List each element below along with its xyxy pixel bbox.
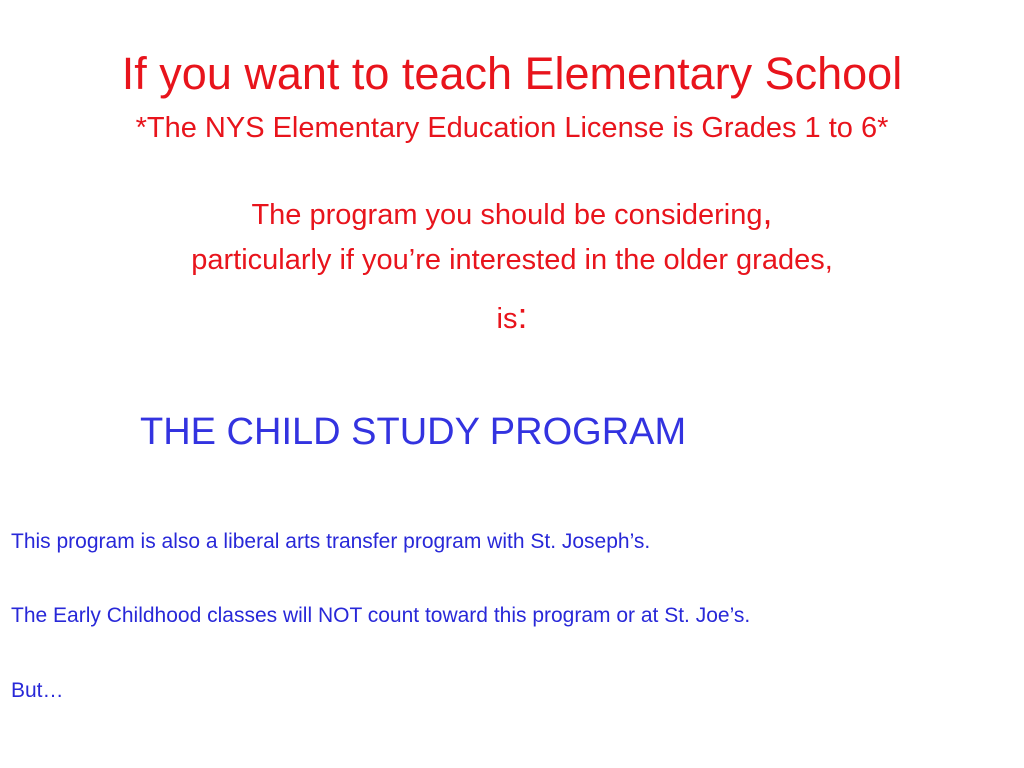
prompt-line-3-text: is bbox=[496, 303, 518, 335]
prompt-line-2: particularly if you’re interested in the older grades, bbox=[191, 244, 833, 276]
program-name: THE CHILD STUDY PROGRAM bbox=[140, 411, 687, 453]
note-but: But… bbox=[11, 679, 64, 702]
slide-subtitle: *The NYS Elementary Education License is Grades 1 to 6* bbox=[135, 112, 889, 144]
prompt-line-1 bbox=[0, 192, 1024, 235]
prompt-line-3-punct: : bbox=[517, 295, 528, 336]
note-early-childhood: The Early Childhood classes will NOT count toward this program or at St. Joe’s. bbox=[11, 604, 751, 627]
prompt-line-1-text: The program you should be considering bbox=[251, 199, 763, 231]
slide-title: If you want to teach Elementary School bbox=[121, 48, 903, 99]
prompt-line-3 bbox=[0, 296, 1024, 339]
note-transfer: This program is also a liberal arts transfer program with St. Joseph’s. bbox=[11, 530, 651, 553]
prompt-line-1-punct: , bbox=[762, 191, 773, 232]
